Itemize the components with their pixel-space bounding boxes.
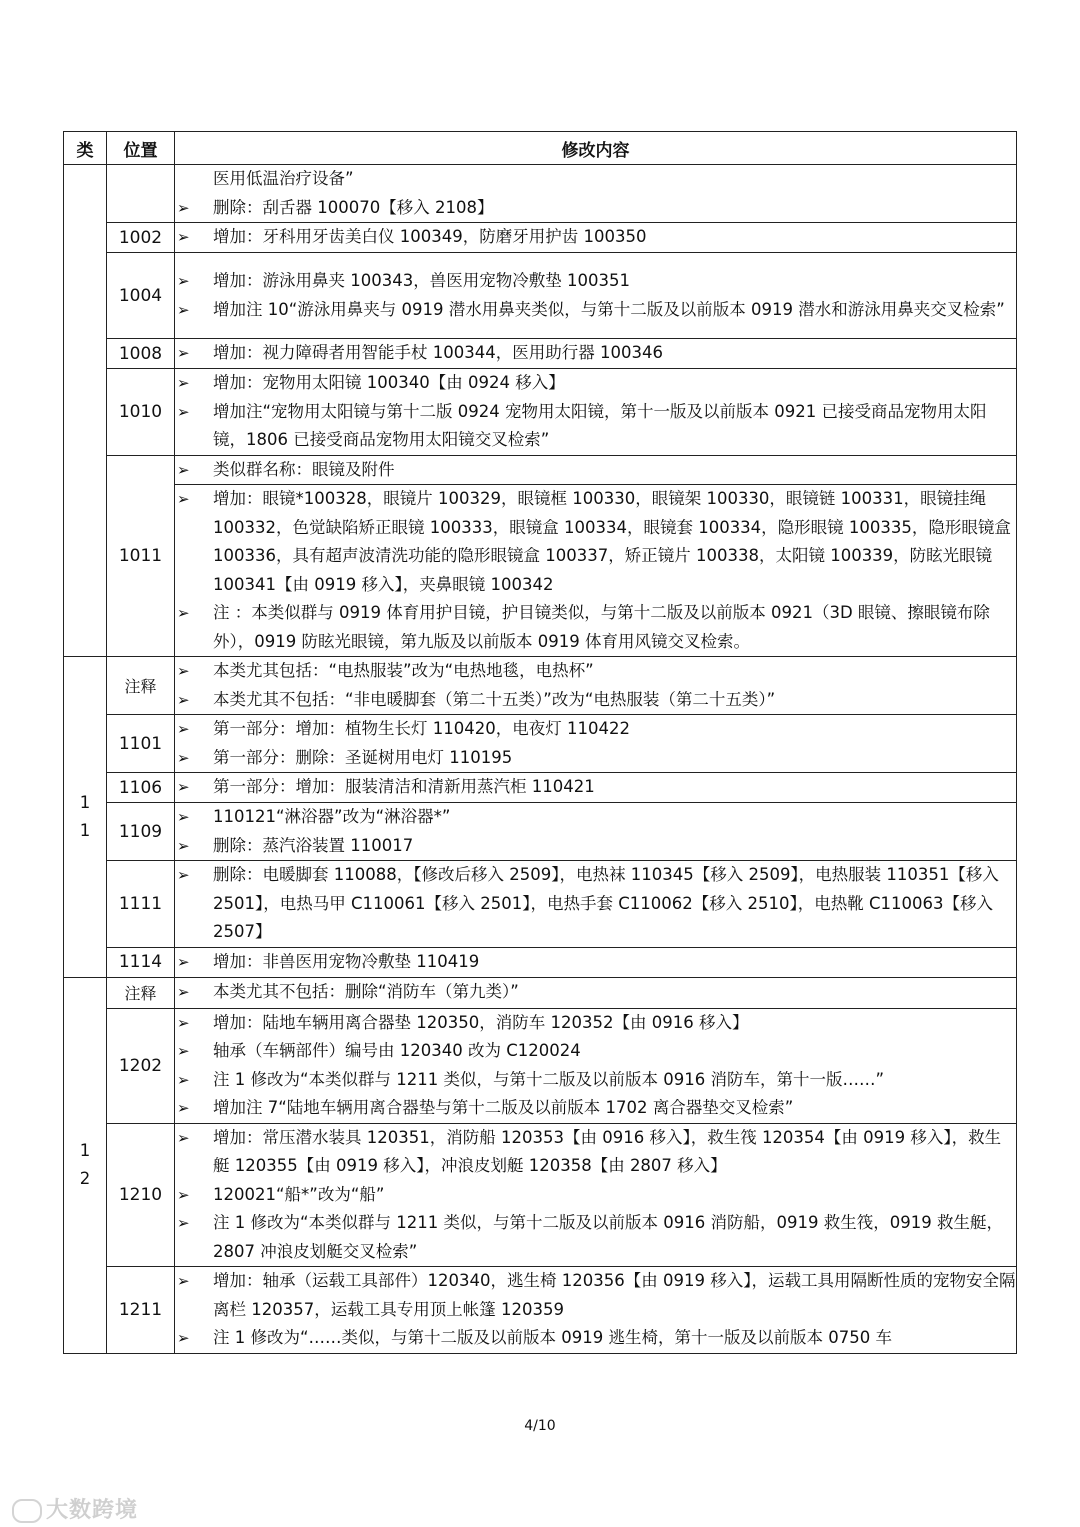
table-row bbox=[64, 773, 1017, 803]
table-row bbox=[64, 977, 1017, 1008]
change-text: 增加注 7“陆地车辆用离合器垫与第十二版及以前版本 1702 离合器垫交叉检索” bbox=[213, 1098, 794, 1117]
arrow-bullet-icon: ➢ bbox=[177, 1272, 190, 1290]
arrow-bullet-icon: ➢ bbox=[177, 836, 190, 855]
table-row bbox=[64, 803, 1017, 861]
position-cell: 1002 bbox=[107, 223, 175, 253]
position-cell: 1202 bbox=[107, 1008, 175, 1123]
arrow-bullet-icon: ➢ bbox=[177, 344, 190, 363]
table-row bbox=[64, 657, 1017, 715]
change-item bbox=[175, 744, 1016, 773]
change-item bbox=[175, 398, 1016, 455]
change-text: 删除：蒸汽浴装置 110017 bbox=[213, 835, 414, 855]
change-text: 第一部分：删除：圣诞树用电灯 110195 bbox=[213, 747, 513, 767]
change-text: 类似群名称：眼镜及附件 bbox=[213, 459, 395, 479]
change-text: 增加：宠物用太阳镜 100340【由 0924 移入】 bbox=[213, 373, 565, 392]
arrow-bullet-icon: ➢ bbox=[177, 1070, 190, 1089]
table-row bbox=[64, 947, 1017, 977]
arrow-bullet-icon: ➢ bbox=[177, 808, 190, 826]
change-text: 增加注 10“游泳用鼻夹与 0919 潜水用鼻夹类似，与第十二版及以前版本 0919 潜水和游泳用鼻夹交叉检索” bbox=[213, 299, 1005, 319]
table-row bbox=[64, 1123, 1017, 1267]
class-cell bbox=[64, 165, 107, 657]
header-class: 类 bbox=[64, 132, 107, 165]
class-digit: 1 bbox=[79, 792, 91, 812]
content-cell bbox=[175, 165, 1017, 223]
change-text: 医用低温治疗设备” bbox=[213, 169, 354, 188]
position-cell: 1011 bbox=[107, 455, 175, 657]
table-row bbox=[64, 485, 1017, 657]
change-text: 增加：非兽医用宠物冷敷垫 110419 bbox=[213, 951, 480, 971]
change-item bbox=[175, 194, 1016, 223]
header-row bbox=[64, 132, 1017, 165]
position-cell: 1008 bbox=[107, 339, 175, 369]
position-cell: 1106 bbox=[107, 773, 175, 803]
position-cell: 1010 bbox=[107, 369, 175, 456]
change-item bbox=[175, 1066, 1016, 1095]
arrow-bullet-icon: ➢ bbox=[177, 866, 190, 884]
change-item bbox=[175, 339, 1016, 368]
change-item bbox=[175, 267, 1016, 296]
arrow-bullet-icon: ➢ bbox=[177, 490, 190, 508]
table-row bbox=[64, 223, 1017, 253]
content-cell bbox=[175, 1008, 1017, 1123]
arrow-bullet-icon: ➢ bbox=[177, 1013, 190, 1032]
change-item bbox=[175, 715, 1016, 744]
change-text: 删除：电暖脚套 110088，【修改后移入 2509】，电热袜 110345【移入 2509】，电热服装 110351【移入 2501】，电热马甲 C110061【移入 2501】，电热手套 C110062【移入 2510】，电热靴 C110063【移入 2507】 bbox=[213, 865, 999, 941]
change-item bbox=[175, 1037, 1016, 1066]
table-row bbox=[64, 1008, 1017, 1123]
content-cell bbox=[175, 773, 1017, 803]
table-row bbox=[64, 253, 1017, 339]
position-cell: 1114 bbox=[107, 947, 175, 977]
header-content: 修改内容 bbox=[175, 132, 1017, 165]
class-digit: 1 bbox=[79, 820, 91, 840]
change-text: 第一部分：增加：植物生长灯 110420，电夜灯 110422 bbox=[213, 719, 630, 738]
arrow-bullet-icon: ➢ bbox=[177, 952, 190, 971]
arrow-bullet-icon: ➢ bbox=[177, 228, 190, 247]
watermark-text: 大数跨境 bbox=[46, 1498, 139, 1523]
change-item bbox=[175, 948, 1016, 977]
content-cell bbox=[175, 369, 1017, 456]
arrow-bullet-icon: ➢ bbox=[177, 1185, 190, 1204]
position-cell: 1111 bbox=[107, 861, 175, 948]
arrow-bullet-icon: ➢ bbox=[177, 300, 190, 319]
change-text: 增加：轴承（运载工具部件）120340，逃生椅 120356【由 0919 移入】，运载工具用隔断性质的宠物安全隔离栏 120357，运载工具专用顶上帐篷 120359 bbox=[213, 1271, 1016, 1319]
change-text: 删除：刮舌器 100070【移入 2108】 bbox=[213, 197, 494, 217]
position-cell: 注释 bbox=[107, 977, 175, 1008]
arrow-bullet-icon: ➢ bbox=[177, 1128, 190, 1147]
change-item bbox=[175, 1324, 1016, 1353]
change-item bbox=[175, 369, 1016, 398]
change-item bbox=[175, 978, 1016, 1007]
content-cell bbox=[175, 803, 1017, 861]
change-item bbox=[175, 1094, 1016, 1123]
watermark bbox=[12, 1493, 138, 1524]
change-item bbox=[175, 599, 1016, 656]
table-row bbox=[64, 1267, 1017, 1354]
change-text: 增加：游泳用鼻夹 100343，兽医用宠物冷敷垫 100351 bbox=[213, 271, 630, 290]
position-cell: 注释 bbox=[107, 657, 175, 715]
arrow-bullet-icon: ➢ bbox=[177, 983, 190, 1002]
arrow-bullet-icon: ➢ bbox=[177, 778, 190, 797]
change-item bbox=[175, 657, 1016, 686]
content-cell bbox=[175, 253, 1017, 339]
table-row bbox=[64, 369, 1017, 456]
arrow-bullet-icon: ➢ bbox=[177, 1214, 190, 1232]
change-item bbox=[175, 861, 1016, 947]
change-text: 增加：视力障碍者用智能手杖 100344，医用助行器 100346 bbox=[213, 343, 663, 363]
change-text: 注 1 修改为“……类似，与第十二版及以前版本 0919 逃生椅，第十一版及以前版本 0750 车 bbox=[213, 1328, 892, 1347]
position-cell: 1211 bbox=[107, 1267, 175, 1354]
content-cell bbox=[175, 485, 1017, 657]
class-digit: 1 bbox=[79, 1141, 91, 1160]
change-text: 110121“淋浴器”改为“淋浴器*” bbox=[213, 807, 451, 826]
change-text: 第一部分：增加：服装清洁和清新用蒸汽柜 110421 bbox=[213, 777, 595, 797]
header-position: 位置 bbox=[107, 132, 175, 165]
class-digit: 2 bbox=[79, 1169, 91, 1188]
change-text: 增加注“宠物用太阳镜与第十二版 0924 宠物用太阳镜，第十一版及以前版本 0921 已接受商品宠物用太阳镜，1806 已接受商品宠物用太阳镜交叉检索” bbox=[213, 401, 987, 449]
change-item bbox=[175, 1267, 1016, 1324]
content-cell bbox=[175, 977, 1017, 1008]
change-item bbox=[175, 773, 1016, 802]
position-cell: 1109 bbox=[107, 803, 175, 861]
class-cell bbox=[64, 657, 107, 978]
arrow-bullet-icon: ➢ bbox=[177, 272, 190, 290]
position-cell: 1004 bbox=[107, 253, 175, 339]
arrow-bullet-icon: ➢ bbox=[177, 690, 190, 709]
change-item bbox=[175, 485, 1016, 599]
arrow-bullet-icon: ➢ bbox=[177, 1042, 190, 1060]
change-text: 增加：牙科用牙齿美白仪 100349，防磨牙用护齿 100350 bbox=[213, 227, 647, 247]
change-text: 本类尤其包括：“电热服装”改为“电热地毯，电热杯” bbox=[213, 661, 594, 680]
table-row bbox=[64, 165, 1017, 223]
change-text: 本类尤其不包括：删除“消防车（第九类）” bbox=[213, 982, 519, 1002]
arrow-bullet-icon: ➢ bbox=[177, 460, 190, 479]
arrow-bullet-icon: ➢ bbox=[177, 1099, 190, 1117]
change-text: 增加：常压潜水装具 120351，消防船 120353【由 0916 移入】，救生筏 120354【由 0919 移入】，救生艇 120355【由 0919 移入】，冲浪皮划艇 120358【由 2807 移入】 bbox=[213, 1127, 1002, 1175]
class-cell bbox=[64, 977, 107, 1353]
change-item bbox=[175, 1009, 1016, 1038]
change-text: 注 ：本类似群与 0919 体育用护目镜，护目镜类似，与第十二版及以前版本 0921（3D 眼镜、擦眼镜布除外），0919 防眩光眼镜，第九版及以前版本 0919 体育用风镜交叉检索。 bbox=[213, 603, 990, 651]
change-text: 轴承（车辆部件）编号由 120340 改为 C120024 bbox=[213, 1041, 581, 1060]
content-cell bbox=[175, 455, 1017, 485]
logo-icon bbox=[12, 1499, 42, 1523]
arrow-bullet-icon: ➢ bbox=[177, 748, 190, 767]
table-row bbox=[64, 339, 1017, 369]
arrow-bullet-icon: ➢ bbox=[177, 198, 190, 217]
arrow-bullet-icon: ➢ bbox=[177, 604, 190, 622]
arrow-bullet-icon: ➢ bbox=[177, 402, 190, 421]
changes-table bbox=[63, 131, 1017, 1354]
page-number: 4/10 bbox=[524, 1418, 556, 1434]
change-text: 注 1 修改为“本类似群与 1211 类似，与第十二版及以前版本 0916 消防车，第十一版……” bbox=[213, 1069, 885, 1089]
change-item bbox=[175, 1124, 1016, 1181]
change-item bbox=[175, 165, 1016, 194]
content-cell bbox=[175, 223, 1017, 253]
change-item bbox=[175, 1209, 1016, 1266]
arrow-bullet-icon: ➢ bbox=[177, 374, 190, 392]
change-item bbox=[175, 686, 1016, 715]
change-text: 注 1 修改为“本类似群与 1211 类似，与第十二版及以前版本 0916 消防船，0919 救生筏，0919 救生艇，2807 冲浪皮划艇交叉检索” bbox=[213, 1213, 1003, 1261]
change-item bbox=[175, 296, 1016, 325]
arrow-bullet-icon: ➢ bbox=[177, 1329, 190, 1347]
position-cell bbox=[107, 165, 175, 223]
table-row bbox=[64, 455, 1017, 485]
change-item bbox=[175, 456, 1016, 485]
content-cell bbox=[175, 861, 1017, 948]
change-text: 增加：陆地车辆用离合器垫 120350，消防车 120352【由 0916 移入】 bbox=[213, 1012, 749, 1032]
change-item bbox=[175, 832, 1016, 861]
change-text: 本类尤其不包括：“非电暖脚套（第二十五类）”改为“电热服装（第二十五类）” bbox=[213, 689, 776, 709]
content-cell bbox=[175, 947, 1017, 977]
position-cell: 1210 bbox=[107, 1123, 175, 1267]
change-item bbox=[175, 223, 1016, 252]
change-text: 增加：眼镜*100328，眼镜片 100329，眼镜框 100330，眼镜架 100330，眼镜链 100331，眼镜挂绳 100332，色觉缺陷矫正眼镜 100333，眼镜盒 100334，眼镜套 100334，隐形眼镜 100335，隐形眼镜盒 100336，具有超声波清洗功能的隐形眼镜盒 100337，矫正镜片 100338，太阳镜 100339，防眩光眼镜 100341【由 0919 移入】，夹鼻眼镜 100342 bbox=[213, 489, 1011, 594]
content-cell bbox=[175, 657, 1017, 715]
table-row bbox=[64, 715, 1017, 773]
table-row bbox=[64, 861, 1017, 948]
content-cell bbox=[175, 715, 1017, 773]
change-item bbox=[175, 803, 1016, 832]
change-item bbox=[175, 1181, 1016, 1210]
change-text: 120021“船*”改为“船” bbox=[213, 1184, 385, 1204]
arrow-bullet-icon: ➢ bbox=[177, 720, 190, 738]
content-cell bbox=[175, 1267, 1017, 1354]
content-cell bbox=[175, 1123, 1017, 1267]
arrow-bullet-icon: ➢ bbox=[177, 662, 190, 680]
position-cell: 1101 bbox=[107, 715, 175, 773]
content-cell bbox=[175, 339, 1017, 369]
